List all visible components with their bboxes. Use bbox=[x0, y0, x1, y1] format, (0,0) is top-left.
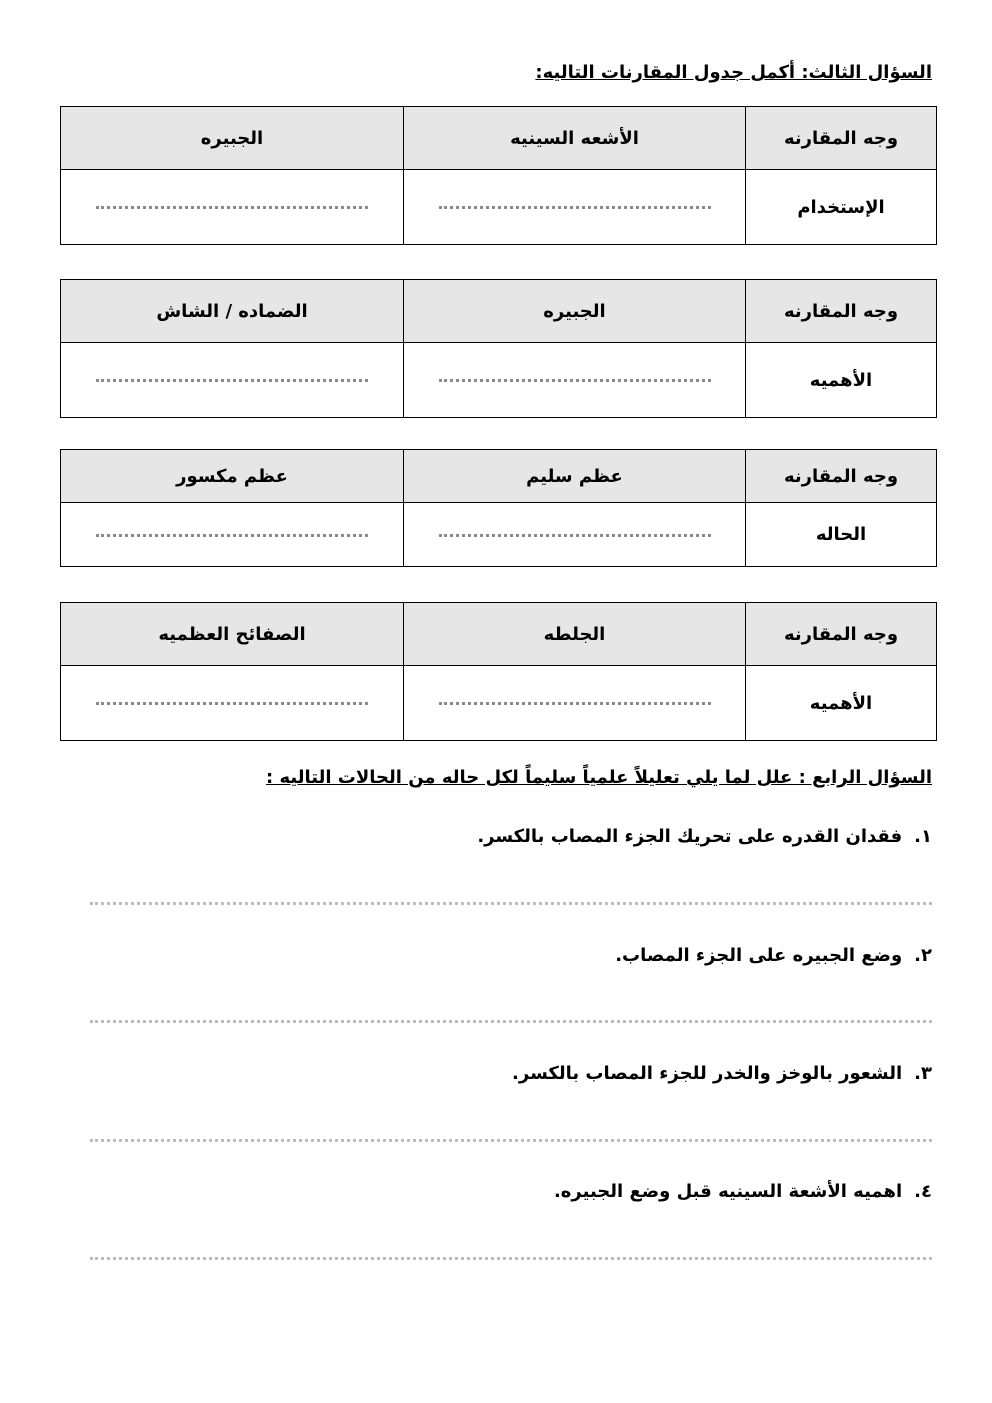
answer-blank[interactable] bbox=[404, 666, 746, 741]
answer-line-3[interactable] bbox=[90, 1139, 932, 1142]
item-number: ٣. bbox=[914, 1063, 932, 1084]
comparison-table-2 bbox=[60, 279, 937, 418]
table-row-label: الحاله bbox=[746, 503, 937, 567]
table-header-aspect: وجه المقارنه bbox=[746, 603, 937, 666]
q4-title: السؤال الرابع : علل لما يلي تعليلاً علمياً سليماً لكل حاله من الحالات التاليه : bbox=[266, 767, 932, 788]
dotted-line bbox=[96, 379, 368, 382]
table-header-aspect: وجه المقارنه bbox=[746, 107, 937, 170]
q4-item-1 bbox=[477, 826, 932, 847]
q4-item-3 bbox=[512, 1063, 932, 1084]
table-header-col3: الجبيره bbox=[61, 107, 404, 170]
item-number: ١. bbox=[914, 826, 932, 847]
table-header-col3: عظم مكسور bbox=[61, 450, 404, 503]
answer-line-1[interactable] bbox=[90, 902, 932, 905]
table-header-col3: الصفائح العظميه bbox=[61, 603, 404, 666]
answer-blank[interactable] bbox=[61, 503, 404, 567]
item-text: فقدان القدره على تحريك الجزء المصاب بالكسر. bbox=[477, 826, 903, 847]
answer-blank[interactable] bbox=[61, 666, 404, 741]
item-text: الشعور بالوخز والخدر للجزء المصاب بالكسر. bbox=[512, 1063, 903, 1084]
comparison-table-1 bbox=[60, 106, 937, 245]
dotted-line bbox=[96, 702, 368, 705]
answer-blank[interactable] bbox=[404, 170, 746, 245]
table-row-label: الأهميه bbox=[746, 343, 937, 418]
answer-blank[interactable] bbox=[61, 343, 404, 418]
table-header-col2: عظم سليم bbox=[404, 450, 746, 503]
table-header-col3: الضماده / الشاش bbox=[61, 280, 404, 343]
dotted-line bbox=[439, 206, 711, 209]
dotted-line bbox=[439, 379, 711, 382]
answer-line-2[interactable] bbox=[90, 1020, 932, 1023]
table-header-aspect: وجه المقارنه bbox=[746, 280, 937, 343]
item-number: ٢. bbox=[914, 945, 932, 966]
dotted-line bbox=[439, 702, 711, 705]
table-row-label: الأهميه bbox=[746, 666, 937, 741]
q3-title: السؤال الثالث: أكمل جدول المقارنات التاليه: bbox=[535, 62, 932, 83]
answer-blank[interactable] bbox=[404, 343, 746, 418]
answer-blank[interactable] bbox=[61, 170, 404, 245]
answer-line-4[interactable] bbox=[90, 1257, 932, 1260]
q4-item-4 bbox=[554, 1181, 932, 1202]
comparison-table-3 bbox=[60, 449, 937, 567]
table-header-col2: الأشعه السينيه bbox=[404, 107, 746, 170]
table-header-aspect: وجه المقارنه bbox=[746, 450, 937, 503]
table-header-col2: الجلطه bbox=[404, 603, 746, 666]
item-text: وضع الجبيره على الجزء المصاب. bbox=[615, 945, 903, 966]
dotted-line bbox=[439, 534, 711, 537]
item-number: ٤. bbox=[914, 1181, 932, 1202]
q4-item-2 bbox=[615, 945, 932, 966]
comparison-table-4 bbox=[60, 602, 937, 741]
table-header-col2: الجبيره bbox=[404, 280, 746, 343]
table-row-label: الإستخدام bbox=[746, 170, 937, 245]
answer-blank[interactable] bbox=[404, 503, 746, 567]
dotted-line bbox=[96, 534, 368, 537]
item-text: اهميه الأشعة السينيه قبل وضع الجبيره. bbox=[553, 1181, 903, 1202]
dotted-line bbox=[96, 206, 368, 209]
